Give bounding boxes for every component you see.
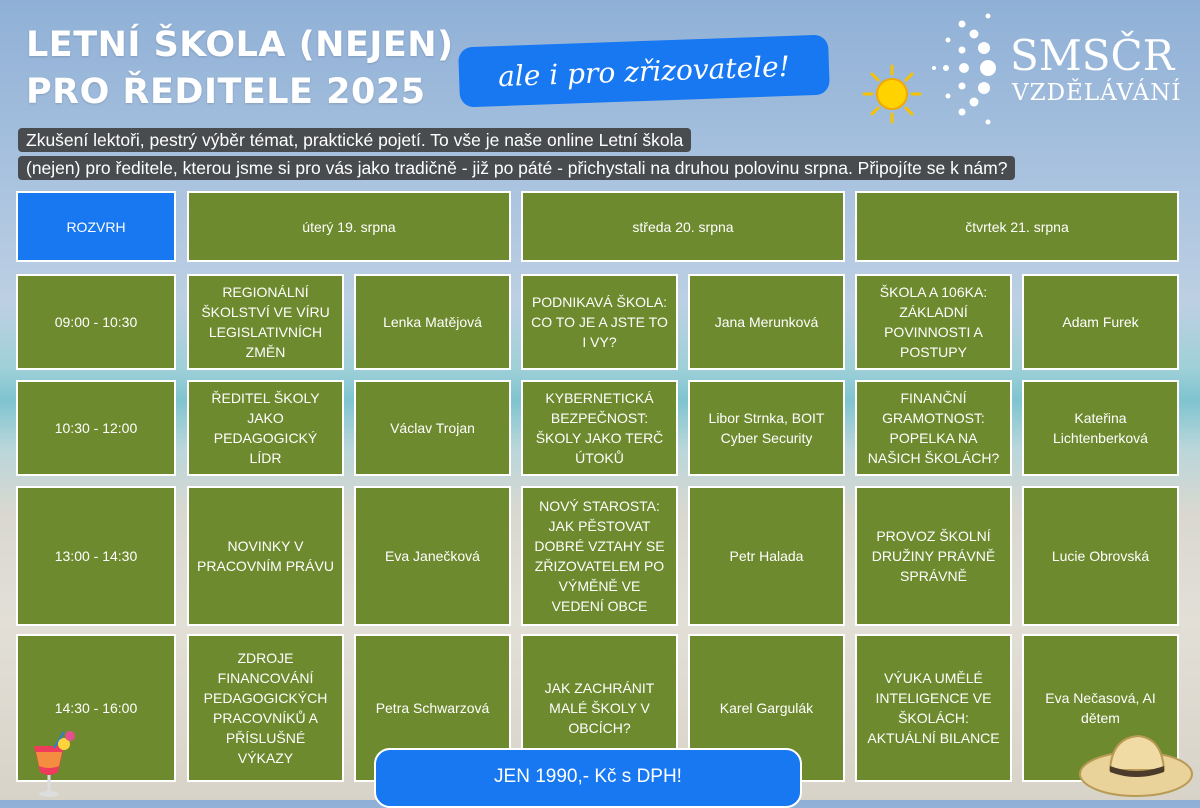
session-lecturer: Eva Nečasová, AI dětem — [1022, 634, 1179, 782]
session-topic: FINANČNÍ GRAMOTNOST: POPELKA NA NAŠICH ŠKOLÁCH? — [855, 380, 1012, 476]
intro-line-1: Zkušení lektoři, pestrý výběr témat, praktické pojetí. To vše je naše online Letní škola — [18, 128, 691, 152]
logo-name: SMSČR — [1010, 31, 1175, 80]
session-topic: ŘEDITEL ŠKOLY JAKO PEDAGOGICKÝ LÍDR — [187, 380, 344, 476]
session-topic: REGIONÁLNÍ ŠKOLSTVÍ VE VÍRU LEGISLATIVNÍCH ZMĚN — [187, 274, 344, 370]
session-lecturer: Petra Schwarzová — [354, 634, 511, 782]
price-banner: JEN 1990,- Kč s DPH! — [374, 748, 802, 808]
cocktail-icon — [24, 728, 80, 800]
time-slot: 10:30 - 12:00 — [16, 380, 176, 476]
session-topic: KYBERNETICKÁ BEZPEČNOST: ŠKOLY JAKO TERČ ÚTOKŮ — [521, 380, 678, 476]
sun-icon — [862, 64, 922, 124]
session-lecturer: Karel Gargulák — [688, 634, 845, 782]
logo-dots-icon — [926, 10, 1006, 130]
session-lecturer: Lenka Matějová — [354, 274, 511, 370]
session-lecturer: Adam Furek — [1022, 274, 1179, 370]
session-topic: PODNIKAVÁ ŠKOLA: CO TO JE A JSTE TO I VY? — [521, 274, 678, 370]
session-lecturer: Jana Merunková — [688, 274, 845, 370]
straw-hat-icon — [1076, 726, 1196, 800]
session-topic: PROVOZ ŠKOLNÍ DRUŽINY PRÁVNĚ SPRÁVNĚ — [855, 486, 1012, 626]
session-lecturer: Eva Janečková — [354, 486, 511, 626]
session-topic: VÝUKA UMĚLÉ INTELIGENCE VE ŠKOLÁCH: AKTUÁLNÍ BILANCE — [855, 634, 1012, 782]
session-lecturer: Libor Strnka, BOIT Cyber Security — [688, 380, 845, 476]
session-topic: NOVINKY V PRACOVNÍM PRÁVU — [187, 486, 344, 626]
session-topic: NOVÝ STAROSTA: JAK PĚSTOVAT DOBRÉ VZTAHY SE ZŘIZOVATELEM PO VÝMĚNĚ VE VEDENÍ OBCE — [521, 486, 678, 626]
title-line-2: PRO ŘEDITELE 2025 — [26, 72, 426, 112]
intro-line-2: (nejen) pro ředitele, kterou jsme si pro vás jako tradičně - již po páté - přichystali na druhou polovinu srpna. Připojíte se k nám? — [18, 156, 1015, 180]
time-slot: 13:00 - 14:30 — [16, 486, 176, 626]
audience-badge: ale i pro zřizovatele! — [458, 35, 830, 108]
day-header: úterý 19. srpna — [187, 191, 511, 262]
day-header: středa 20. srpna — [521, 191, 845, 262]
time-slot: 09:00 - 10:30 — [16, 274, 176, 370]
time-slot: 14:30 - 16:00 — [16, 634, 176, 782]
session-lecturer: Petr Halada — [688, 486, 845, 626]
smscr-logo — [926, 10, 1186, 130]
session-topic: JAK ZACHRÁNIT MALÉ ŠKOLY V OBCÍCH? — [521, 634, 678, 782]
logo-subtitle: VZDĚLÁVÁNÍ — [1012, 80, 1182, 106]
day-header: čtvrtek 21. srpna — [855, 191, 1179, 262]
page-title — [26, 22, 454, 116]
session-lecturer: Kateřina Lichtenberková — [1022, 380, 1179, 476]
session-topic: ŠKOLA A 106KA: ZÁKLADNÍ POVINNOSTI A POSTUPY — [855, 274, 1012, 370]
session-lecturer: Lucie Obrovská — [1022, 486, 1179, 626]
session-topic: ZDROJE FINANCOVÁNÍ PEDAGOGICKÝCH PRACOVNÍKŮ A PŘÍSLUŠNÉ VÝKAZY — [187, 634, 344, 782]
schedule-corner: ROZVRH — [16, 191, 176, 262]
intro-text — [18, 126, 1138, 182]
session-lecturer: Václav Trojan — [354, 380, 511, 476]
title-line-1: LETNÍ ŠKOLA (NEJEN) — [26, 25, 454, 65]
